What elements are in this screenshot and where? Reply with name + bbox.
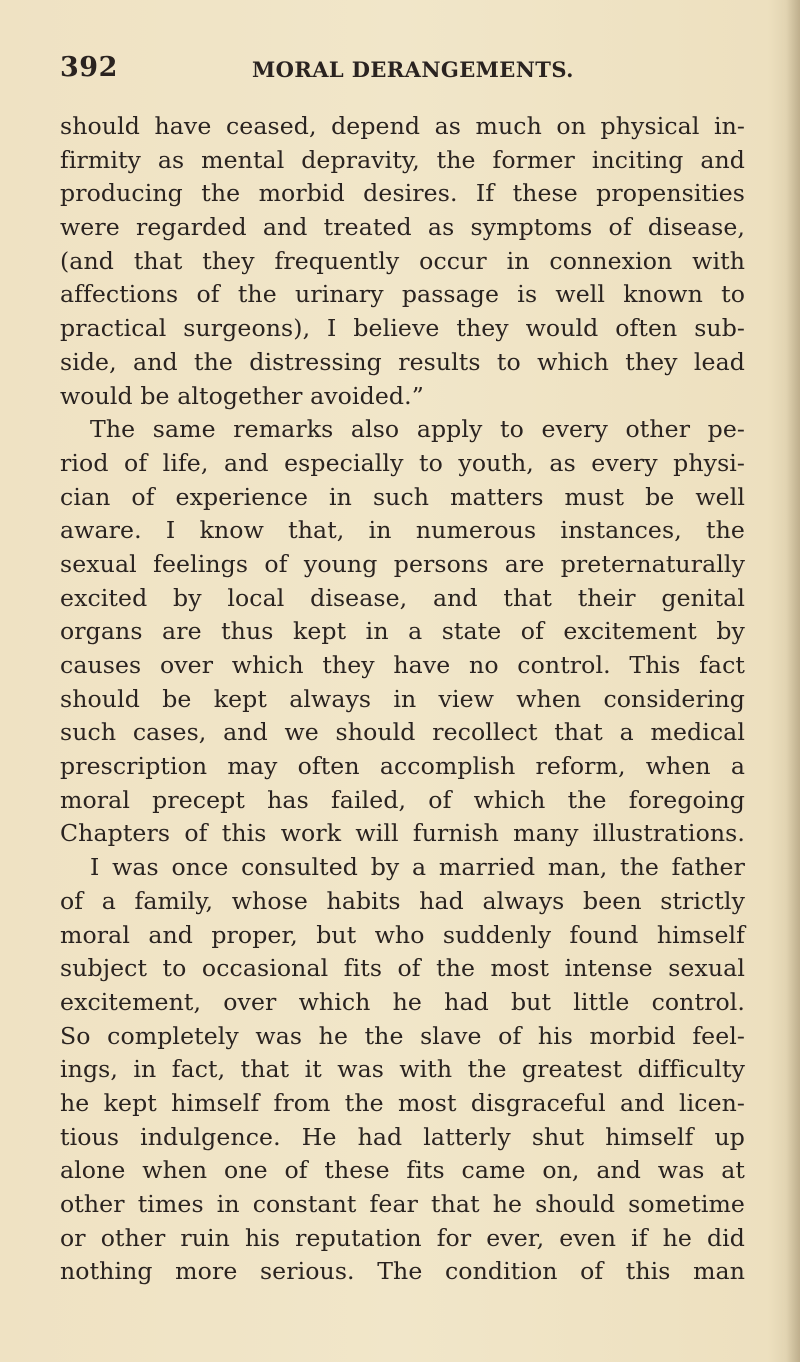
text-line: he kept himself from the most disgraceful and licen- bbox=[60, 1088, 745, 1117]
text-line: moral precept has failed, of which the foregoing bbox=[60, 785, 745, 814]
text-line: moral and proper, but who suddenly found himself bbox=[60, 920, 745, 949]
text-line: sexual feelings of young persons are preternaturally bbox=[60, 549, 745, 578]
running-header bbox=[60, 52, 745, 88]
text-line: should be kept always in view when considering bbox=[60, 684, 745, 713]
text-line: affections of the urinary passage is well known to bbox=[60, 280, 745, 309]
text-line: side, and the distressing results to which they lead bbox=[60, 347, 745, 376]
text-line: prescription may often accomplish reform, when a bbox=[60, 752, 745, 781]
text-line: other times in constant fear that he should sometime bbox=[60, 1190, 745, 1218]
text-line: (and that they frequently occur in connexion with bbox=[60, 246, 745, 275]
paragraph-end-line: Chapters of this work will furnish many illustrations. bbox=[60, 819, 745, 848]
text-line: such cases, and we should recollect that a medical bbox=[60, 718, 745, 747]
text-line: causes over which they have no control. This fact bbox=[60, 651, 745, 679]
text-line: nothing more serious. The condition of this man bbox=[60, 1257, 745, 1286]
text-line: organs are thus kept in a state of excitement by bbox=[60, 617, 745, 646]
page-number: 392 bbox=[60, 52, 118, 83]
paragraph-end-line: would be altogether avoided.” bbox=[60, 381, 424, 410]
paragraph-start-line: The same remarks also apply to every other pe- bbox=[90, 415, 745, 444]
text-line: of a family, whose habits had always been strictly bbox=[60, 886, 745, 915]
text-line: practical surgeons), I believe they would often sub- bbox=[60, 314, 745, 343]
text-line: were regarded and treated as symptoms of disease, bbox=[60, 213, 745, 242]
text-line: should have ceased, depend as much on physical in- bbox=[60, 112, 745, 140]
text-line: tious indulgence. He had latterly shut himself up bbox=[60, 1122, 745, 1151]
running-title: MORAL DERANGEMENTS. bbox=[252, 57, 574, 82]
paragraph-start-line: I was once consulted by a married man, the father bbox=[90, 853, 745, 882]
text-line: So completely was he the slave of his morbid feel- bbox=[60, 1021, 745, 1050]
text-line: ings, in fact, that it was with the greatest difficulty bbox=[60, 1055, 745, 1084]
body-text bbox=[60, 110, 745, 1289]
page-edge-shadow bbox=[786, 0, 800, 1362]
text-line: excited by local disease, and that their genital bbox=[60, 583, 745, 612]
text-line: aware. I know that, in numerous instances, the bbox=[60, 516, 745, 545]
text-line: alone when one of these fits came on, and was at bbox=[60, 1156, 745, 1185]
text-line: or other ruin his reputation for ever, even if he did bbox=[60, 1223, 745, 1252]
text-line: riod of life, and especially to youth, as every physi- bbox=[60, 448, 745, 477]
text-line: excitement, over which he had but little control. bbox=[60, 987, 745, 1016]
text-line: cian of experience in such matters must be well bbox=[60, 482, 745, 511]
text-line: firmity as mental depravity, the former inciting and bbox=[60, 145, 745, 174]
text-line: producing the morbid desires. If these propensities bbox=[60, 179, 745, 208]
text-line: subject to occasional fits of the most intense sexual bbox=[60, 954, 745, 983]
